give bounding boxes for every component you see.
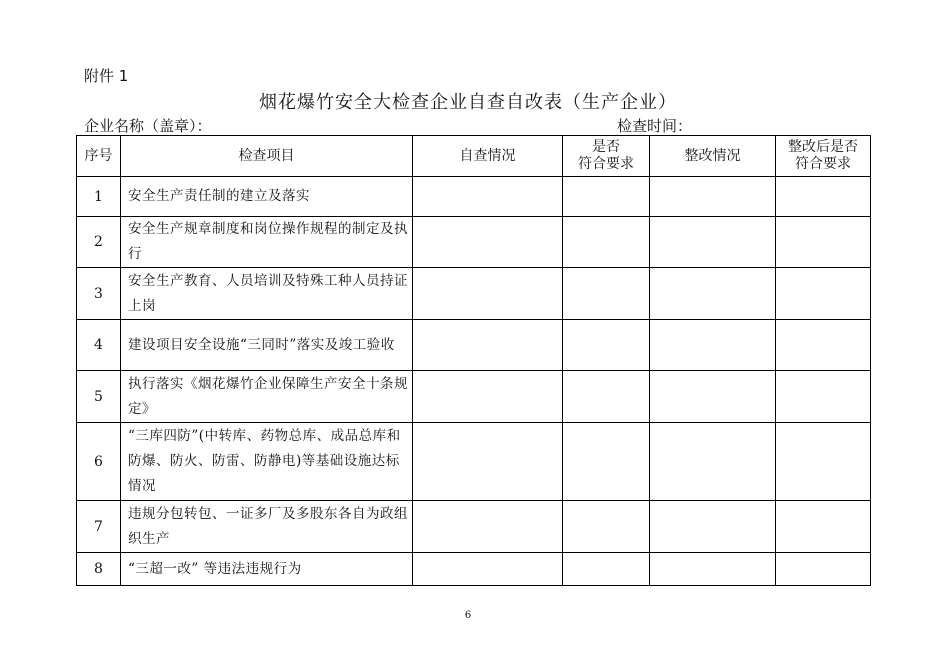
row-serial-no: 6: [77, 423, 121, 501]
rectification-cell[interactable]: [650, 320, 776, 371]
self-check-cell[interactable]: [413, 371, 563, 423]
rectification-cell[interactable]: [650, 423, 776, 501]
compliant-after-cell[interactable]: [776, 501, 871, 553]
page-number: 6: [464, 610, 472, 621]
table-row: [77, 177, 871, 217]
row-serial-no: 4: [77, 320, 121, 371]
rectification-cell[interactable]: [650, 268, 776, 320]
table-header-row: [77, 136, 871, 177]
row-serial-no: 2: [77, 217, 121, 268]
self-inspection-table: [76, 135, 871, 586]
table-row: [77, 553, 871, 586]
row-serial-no: 8: [77, 553, 121, 586]
rectification-cell[interactable]: [650, 217, 776, 268]
row-serial-no: 1: [77, 177, 121, 217]
row-inspection-item: 安全生产教育、人员培训及特殊工种人员持证上岗: [121, 268, 413, 320]
table-row: [77, 320, 871, 371]
row-inspection-item: “三超一改” 等违法违规行为: [121, 553, 413, 586]
compliant-cell[interactable]: [563, 268, 650, 320]
self-check-cell[interactable]: [413, 268, 563, 320]
table-row: [77, 217, 871, 268]
compliant-cell[interactable]: [563, 553, 650, 586]
row-serial-no: 3: [77, 268, 121, 320]
row-inspection-item: 安全生产责任制的建立及落实: [121, 177, 413, 217]
header-self-check-status: 自查情况: [413, 136, 563, 177]
rectification-cell[interactable]: [650, 553, 776, 586]
rectification-cell[interactable]: [650, 177, 776, 217]
row-inspection-item: 执行落实《烟花爆竹企业保障生产安全十条规定》: [121, 371, 413, 423]
document-title: 烟花爆竹安全大检查企业自查自改表（生产企业）: [259, 92, 677, 113]
compliant-cell[interactable]: [563, 217, 650, 268]
compliant-cell[interactable]: [563, 371, 650, 423]
table-row: [77, 501, 871, 553]
rectification-cell[interactable]: [650, 501, 776, 553]
row-inspection-item: 建设项目安全设施“三同时”落实及竣工验收: [121, 320, 413, 371]
self-check-cell[interactable]: [413, 423, 563, 501]
compliant-after-cell[interactable]: [776, 423, 871, 501]
header-inspection-item: 检查项目: [121, 136, 413, 177]
header-serial-no: 序号: [77, 136, 121, 177]
self-check-cell[interactable]: [413, 177, 563, 217]
compliant-cell[interactable]: [563, 423, 650, 501]
row-inspection-item: “三库四防”(中转库、药物总库、成品总库和防爆、防火、防雷、防静电)等基础设施达标情况: [121, 423, 413, 501]
compliant-after-cell[interactable]: [776, 553, 871, 586]
compliant-after-cell[interactable]: [776, 268, 871, 320]
header-compliant-after-rectification: 整改后是否 符合要求: [776, 136, 871, 177]
self-check-cell[interactable]: [413, 217, 563, 268]
rectification-cell[interactable]: [650, 371, 776, 423]
self-check-cell[interactable]: [413, 501, 563, 553]
compliant-cell[interactable]: [563, 320, 650, 371]
header-compliant: 是否 符合要求: [563, 136, 650, 177]
compliant-after-cell[interactable]: [776, 371, 871, 423]
row-inspection-item: 违规分包转包、一证多厂及多股东各自为政组织生产: [121, 501, 413, 553]
table-row: [77, 371, 871, 423]
check-time-label: 检查时间：: [617, 117, 693, 135]
compliant-after-cell[interactable]: [776, 217, 871, 268]
attachment-label: 附件 1: [84, 67, 129, 85]
self-check-cell[interactable]: [413, 320, 563, 371]
company-name-label: 企业名称（盖章）：: [84, 117, 212, 135]
self-check-cell[interactable]: [413, 553, 563, 586]
table-row: [77, 268, 871, 320]
row-serial-no: 7: [77, 501, 121, 553]
row-serial-no: 5: [77, 371, 121, 423]
compliant-cell[interactable]: [563, 501, 650, 553]
compliant-cell[interactable]: [563, 177, 650, 217]
row-inspection-item: 安全生产规章制度和岗位操作规程的制定及执行: [121, 217, 413, 268]
compliant-after-cell[interactable]: [776, 177, 871, 217]
table-row: [77, 423, 871, 501]
compliant-after-cell[interactable]: [776, 320, 871, 371]
header-rectification-status: 整改情况: [650, 136, 776, 177]
